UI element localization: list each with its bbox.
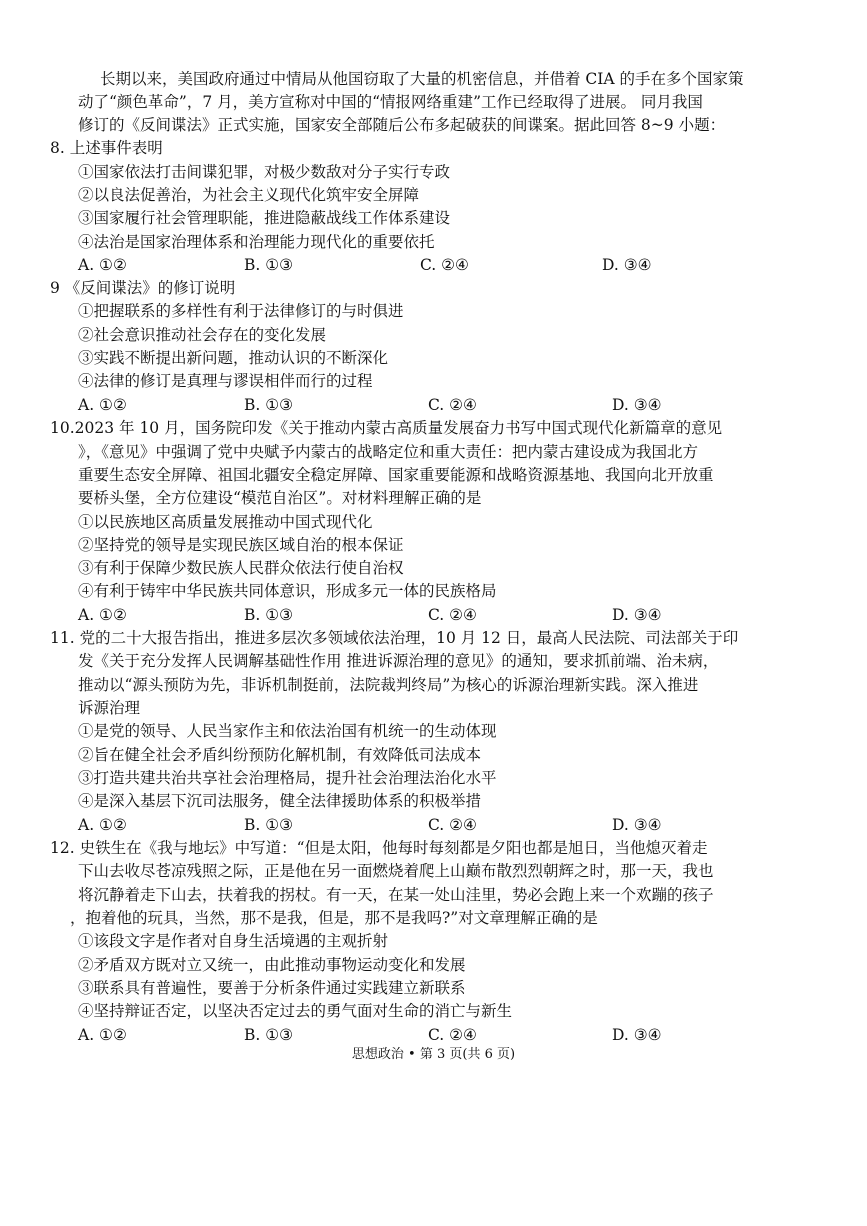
question-item: ②坚持党的领导是实现民族区域自治的根本保证: [78, 536, 404, 554]
option-b: B. ①③: [244, 1026, 294, 1044]
option-b: B. ①③: [244, 816, 294, 834]
question-stem: 将沉静着走下山去，扶着我的拐杖。有一天，在某一处山洼里，势必会跑上来一个欢蹦的孩子: [78, 886, 714, 904]
question-item: ③打造共建共治共享社会治理格局，提升社会治理法治化水平: [78, 769, 497, 787]
question-item: ④有利于铸牢中华民族共同体意识，形成多元一体的民族格局: [78, 582, 497, 600]
option-c: C. ②④: [420, 256, 469, 274]
option-b: B. ①③: [244, 256, 294, 274]
question-item: ④是深入基层下沉司法服务，健全法律援助体系的积极举措: [78, 792, 482, 810]
option-c: C. ②④: [428, 606, 477, 624]
question-item: ④法律的修订是真理与谬误相伴而行的过程: [78, 372, 373, 390]
intro-line: 动了“颜色革命”，7 月，美方宣称对中国的“情报网络重建”工作已经取得了进展。 同月我国: [78, 93, 703, 111]
question-item: ③有利于保障少数民族人民群众依法行使自治权: [78, 559, 404, 577]
option-a: A. ①②: [78, 606, 127, 624]
question-item: ①以民族地区高质量发展推动中国式现代化: [78, 513, 373, 531]
question-item: ①国家依法打击间谍犯罪，对极少数敌对分子实行专政: [78, 163, 451, 181]
question-stem: 8. 上述事件表明: [50, 139, 163, 157]
option-a: A. ①②: [78, 256, 127, 274]
question-stem: 12. 史铁生在《我与地坛》中写道：“但是太阳，他每时每刻都是夕阳也都是旭日，当他熄灭着走: [50, 839, 708, 857]
question-item: ①把握联系的多样性有利于法律修订的与时俱进: [78, 302, 404, 320]
question-item: ③国家履行社会管理职能，推进隐蔽战线工作体系建设: [78, 209, 451, 227]
question-stem: 要桥头堡，全方位建设“模范自治区”。对材料理解正确的是: [78, 489, 482, 507]
option-d: D. ③④: [612, 1026, 662, 1044]
question-item: ④坚持辩证否定，以坚决否定过去的勇气面对生命的消亡与新生: [78, 1002, 513, 1020]
intro-line: 长期以来，美国政府通过中情局从他国窃取了大量的机密信息，并借着 CIA 的手在多个国家策: [100, 70, 744, 88]
question-item: ②社会意识推动社会存在的变化发展: [78, 326, 327, 344]
question-item: ②以良法促善治，为社会主义现代化筑牢安全屏障: [78, 186, 420, 204]
option-b: B. ①③: [244, 606, 294, 624]
question-stem: 发《关于充分发挥人民调解基础性作用 推进诉源治理的意见》的通知，要求抓前端、治未病，: [78, 652, 719, 670]
option-c: C. ②④: [428, 816, 477, 834]
question-item: ③联系具有普遍性，要善于分析条件通过实践建立新联系: [78, 979, 466, 997]
question-item: ②矛盾双方既对立又统一，由此推动事物运动变化和发展: [78, 956, 466, 974]
option-a: A. ①②: [78, 396, 127, 414]
option-d: D. ③④: [612, 816, 662, 834]
option-d: D. ③④: [602, 256, 652, 274]
question-stem: 11. 党的二十大报告指出，推进多层次多领域依法治理，10 月 12 日，最高人民法院、司法部关于印: [50, 629, 739, 647]
option-c: C. ②④: [428, 396, 477, 414]
option-c: C. ②④: [428, 1026, 477, 1044]
question-item: ①该段文字是作者对自身生活境遇的主观折射: [78, 932, 389, 950]
option-d: D. ③④: [612, 606, 662, 624]
question-item: ④法治是国家治理体系和治理能力现代化的重要依托: [78, 233, 435, 251]
option-d: D. ③④: [612, 396, 662, 414]
option-a: A. ①②: [78, 1026, 127, 1044]
question-item: ①是党的领导、人民当家作主和依法治国有机统一的生动体现: [78, 722, 497, 740]
intro-line: 修订的《反间谍法》正式实施，国家安全部随后公布多起破获的间谍案。据此回答 8~9 小题：: [78, 116, 726, 134]
page-footer: 思想政治 • 第 3 页(共 6 页): [351, 1047, 516, 1062]
question-stem: 推动以“源头预防为先，非诉机制挺前，法院裁判终局”为核心的诉源治理新实践。深入推进: [78, 676, 699, 694]
question-stem: 下山去收尽苍凉残照之际，正是他在另一面燃烧着爬上山巅布散烈烈朝辉之时，那一天，我也: [78, 862, 714, 880]
question-stem: 10.2023 年 10 月，国务院印发《关于推动内蒙古高质量发展奋力书写中国式现代化新篇章的意见: [50, 419, 723, 437]
option-a: A. ①②: [78, 816, 127, 834]
question-item: ②旨在健全社会矛盾纠纷预防化解机制，有效降低司法成本: [78, 746, 482, 764]
question-stem: 9 《反间谍法》的修订说明: [50, 279, 236, 297]
question-item: ③实践不断提出新问题，推动认识的不断深化: [78, 349, 389, 367]
option-b: B. ①③: [244, 396, 294, 414]
question-stem: 重要生态安全屏障、祖国北疆安全稳定屏障、国家重要能源和战略资源基地、我国向北开放重: [78, 466, 714, 484]
question-stem: 诉源治理: [78, 699, 141, 717]
question-stem: 》，《意见》中强调了党中央赋予内蒙古的战略定位和重大责任：把内蒙古建设成为我国北方: [78, 443, 699, 461]
question-stem: ，抱着他的玩具，当然，那不是我，但是，那不是我吗?”对文章理解正确的是: [70, 909, 598, 927]
